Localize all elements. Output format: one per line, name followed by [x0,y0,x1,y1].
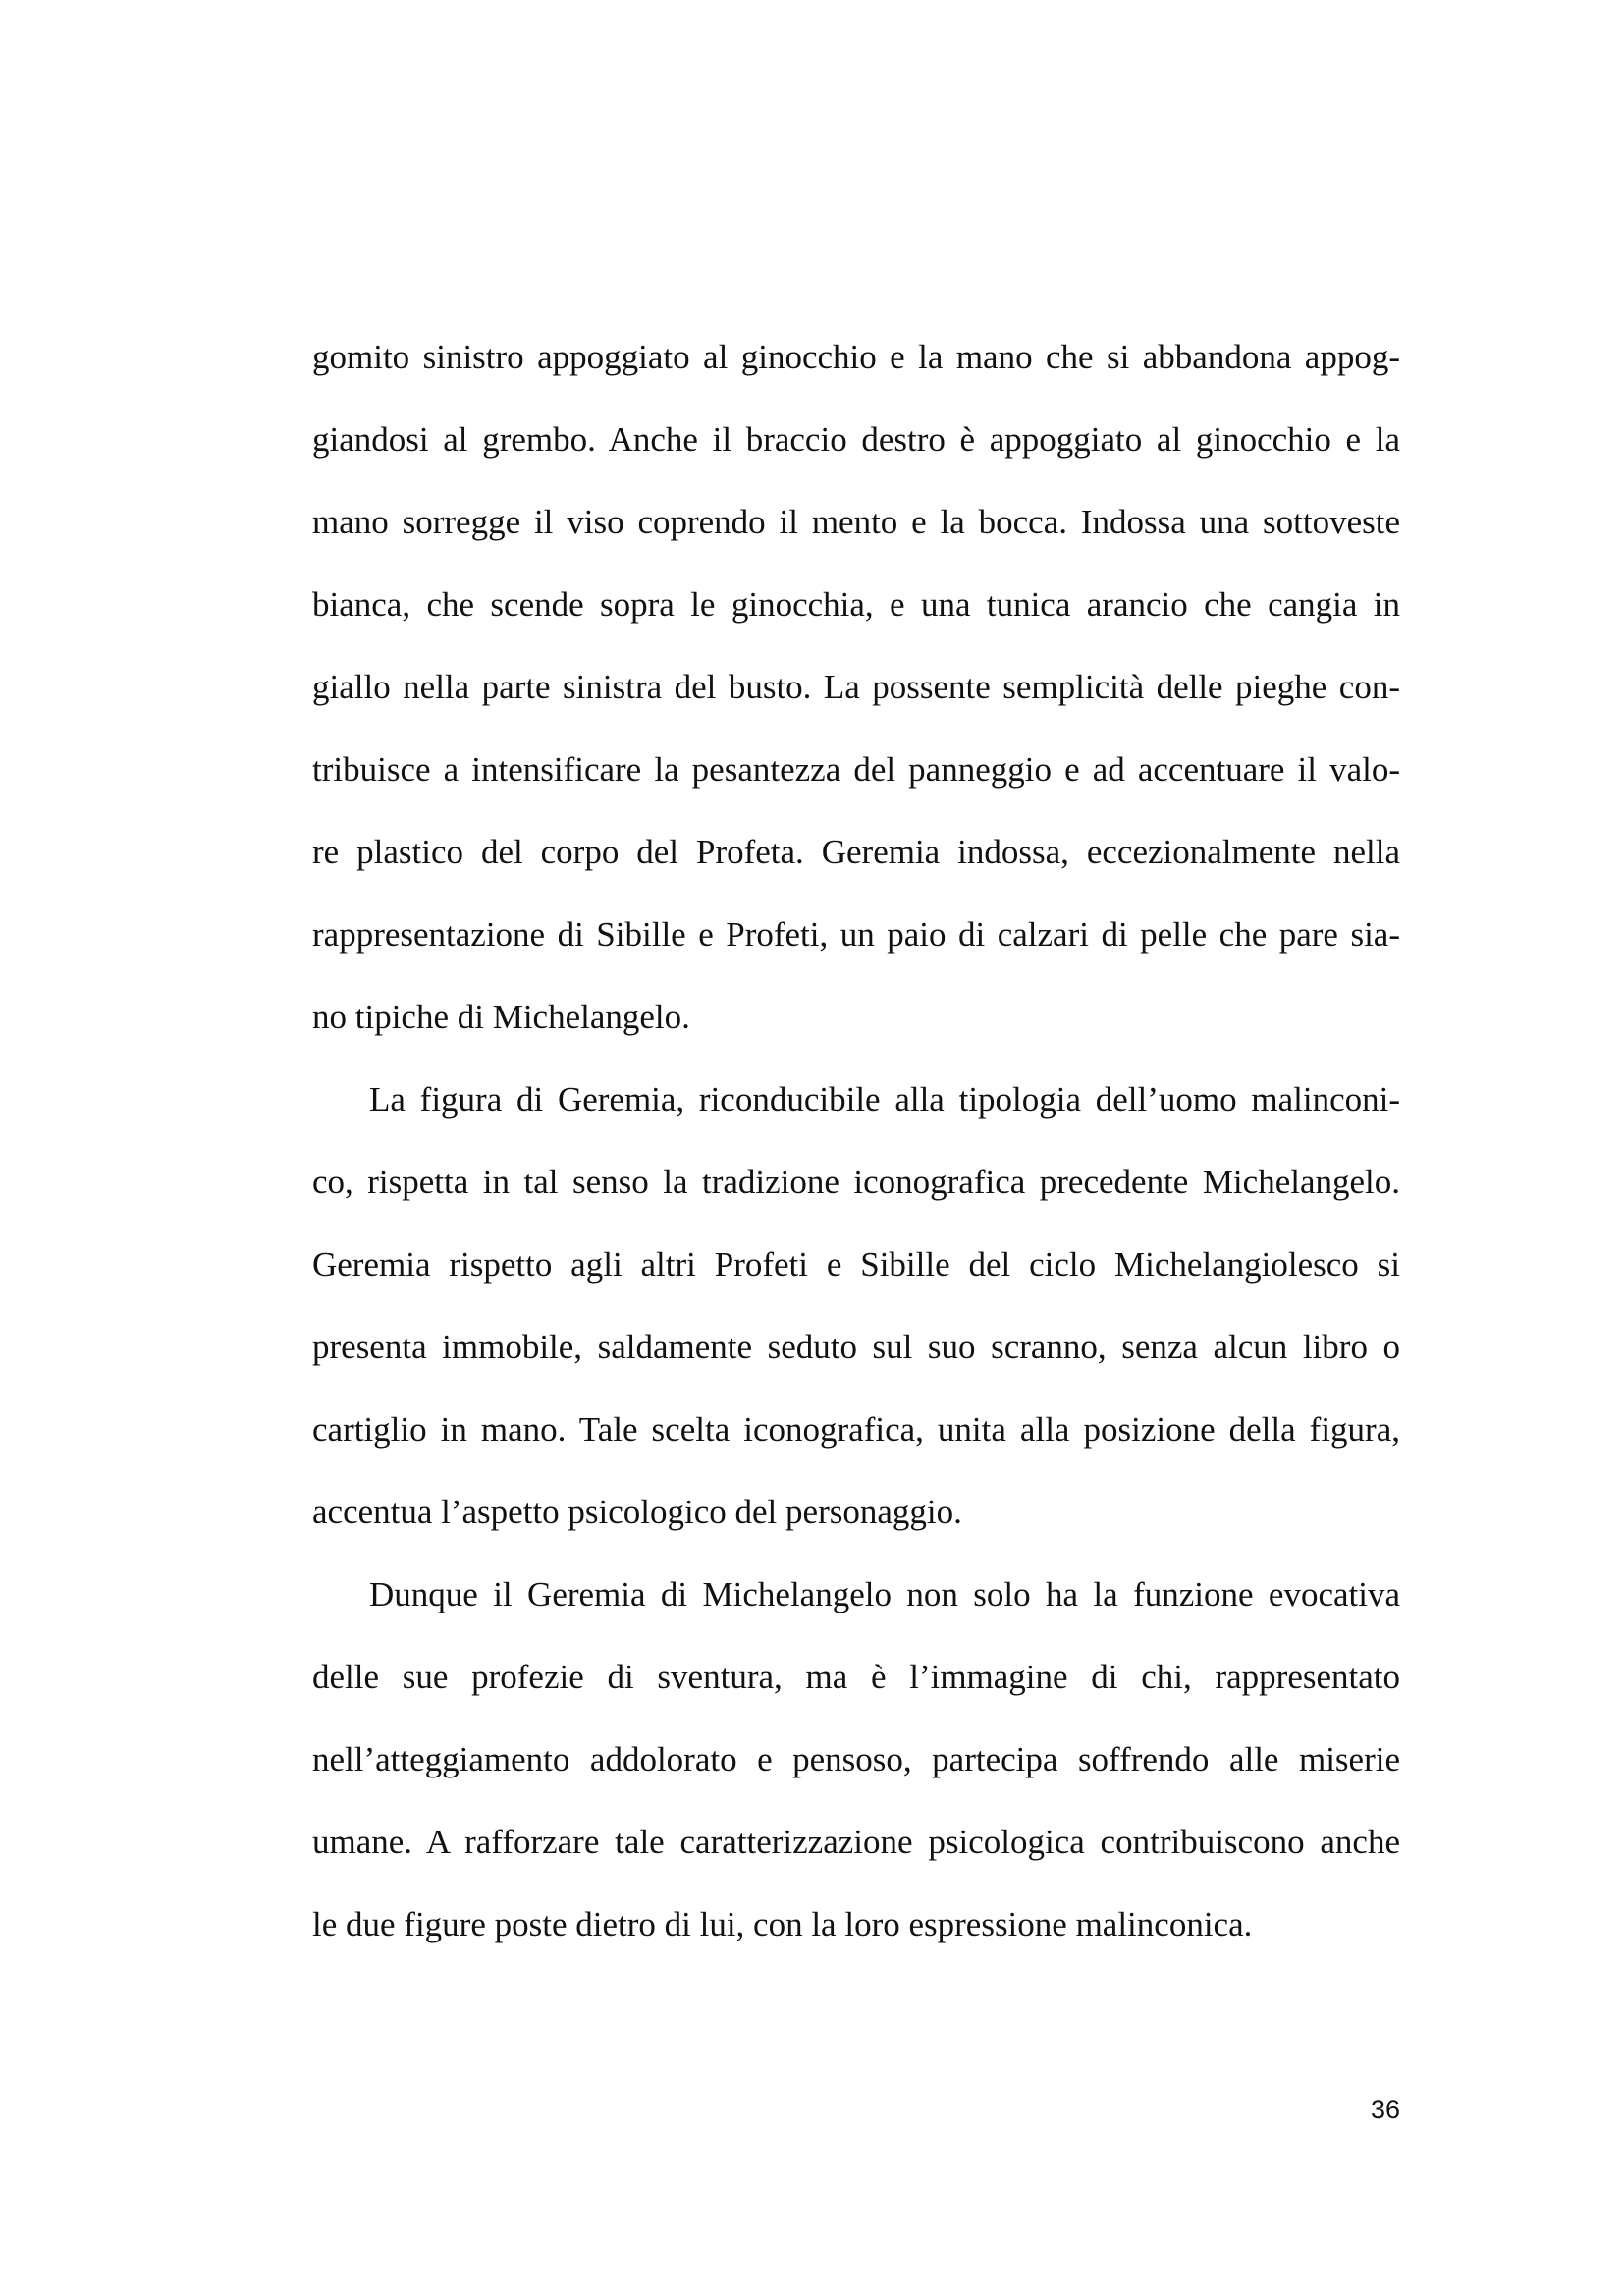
text-line: La figura di Geremia, riconducibile alla tipologia dell’uomo malinconi- [369,1080,1400,1119]
text-line: no tipiche di Michelangelo. [312,998,690,1036]
text-line: presenta immobile, saldamente seduto sul suo scranno, senza alcun libro o [312,1328,1400,1366]
text-line: umane. A rafforzare tale caratterizzazione psicologica contribuiscono anche [312,1823,1400,1861]
paragraph-3 [312,1554,1400,1966]
paragraph-2 [312,1059,1400,1554]
text-line: bianca, che scende sopra le ginocchia, e una tunica arancio che cangia in [312,585,1400,624]
text-line: giallo nella parte sinistra del busto. La possente semplicità delle pieghe con- [312,668,1400,706]
text-line: nell’atteggiamento addolorato e pensoso, partecipa soffrendo alle miserie [312,1740,1400,1778]
text-line: co, rispetta in tal senso la tradizione iconografica precedente Michelangelo. [312,1163,1400,1201]
text-line: cartiglio in mano. Tale scelta iconografica, unita alla posizione della figura, [312,1410,1400,1449]
text-line: Dunque il Geremia di Michelangelo non solo ha la funzione evocativa [369,1575,1400,1613]
text-line: gomito sinistro appoggiato al ginocchio e la mano che si abbandona appog- [312,338,1400,376]
page-number: 36 [1370,2095,1400,2124]
paragraph-1 [312,316,1400,1059]
text-line: le due figure poste dietro di lui, con la loro espressione malinconica. [312,1905,1253,1943]
text-line: tribuisce a intensificare la pesantezza del panneggio e ad accentuare il valo- [312,750,1400,789]
text-line: mano sorregge il viso coprendo il mento e la bocca. Indossa una sottoveste [312,503,1400,541]
body-text [312,316,1400,1966]
text-line: re plastico del corpo del Profeta. Geremia indossa, eccezionalmente nella [312,833,1400,871]
text-line: delle sue profezie di sventura, ma è l’immagine di chi, rappresentato [312,1658,1400,1696]
text-line: accentua l’aspetto psicologico del personaggio. [312,1493,962,1531]
text-line: rappresentazione di Sibille e Profeti, un paio di calzari di pelle che pare sia- [312,915,1400,954]
text-line: giandosi al grembo. Anche il braccio destro è appoggiato al ginocchio e la [312,420,1400,459]
text-line: Geremia rispetto agli altri Profeti e Sibille del ciclo Michelangiolesco si [312,1245,1400,1284]
